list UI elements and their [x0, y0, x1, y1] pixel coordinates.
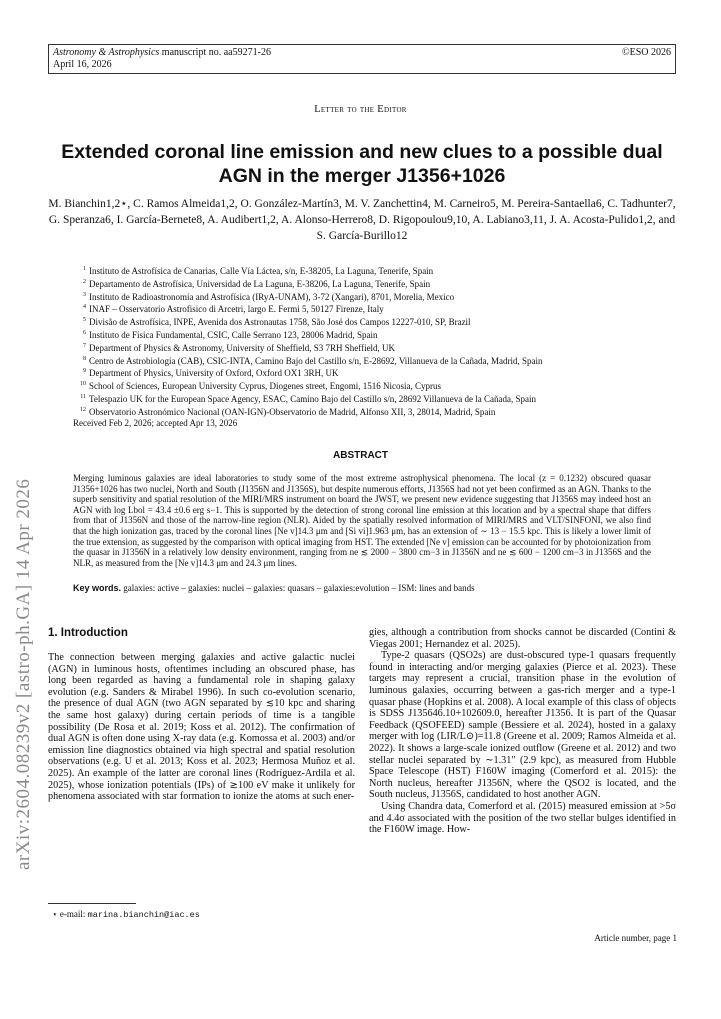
affiliation-number: 9	[83, 368, 86, 375]
affiliation-number: 8	[83, 355, 86, 362]
affiliation-item	[76, 264, 676, 277]
affiliation-number: 1	[83, 266, 86, 272]
journal-header-box	[48, 44, 676, 74]
affiliation-item	[76, 354, 676, 367]
copyright: ©ESO 2026	[622, 47, 671, 58]
abstract-text: Merging luminous galaxies are ideal laboratories to study some of the most extreme astrophysical phenomena. The local (z = 0.1232) obscured quasar J1356+1026 has two nuclei, North and South (J1356N and J1356S), but despite numerous efforts, J1356S had not yet been confirmed as an AGN. Thanks to the superb sensitivity and spatial resolution of the MIRI/MRS instrument on board the JWST, we present new evidence suggesting that J1356S may indeed host an AGN with log Lbol = 43.4 ±0.6 erg s−1. This is supported by the detection of strong coronal line emission at this location and by a spectral shape that differs from that of J1356N and those of the narrow-line region (NLR). Aided by the spatially resolved information of MIRI/MRS and VLT/SINFONI, we also find that the high ionization gas, traced by the coronal lines [Ne v]14.3 μm and [Si vi]1.963 μm, has an extension of ∼ 13 − 15.5 kpc. This is likely a lower limit of the true extension, as suggested by the comparison with optical imaging from HST. The extended [Ne v] emission can be accounted for by photoionization from the quasar in J1356N in a relatively low density environment, ranging from ne ≲ 2000 − 3800 cm−3 in J1356N and ne ≲ 600 − 1200 cm−3 in J1356S and the NLR, as measured from the [Ne v]14.3 μm and 24.3 μm lines.	[73, 473, 651, 568]
affiliation-item	[76, 302, 676, 315]
affiliation-number: 3	[83, 291, 86, 298]
affiliation-text: Divisão de Astrofísica, INPE, Avenida dos Astronautas 1758, São José dos Campos 12227-010, SP, Brazil	[89, 317, 471, 328]
affiliation-item	[76, 341, 676, 354]
affiliation-text: School of Sciences, European University Cyprus, Diogenes street, Engomi, 1516 Nicosia, Cyprus	[89, 381, 441, 392]
affiliation-item	[76, 277, 676, 290]
footnote-email-link[interactable]: marina.bianchin@iac.es	[87, 910, 200, 920]
chandra-paragraph: Using Chandra data, Comerford et al. (2015) measured emission at >5σ and 4.4σ associated with the position of the two stellar bulges identified in the F160W image. How-	[369, 800, 676, 836]
footnote-star: ⋆	[52, 909, 58, 919]
footnote-label: e-mail:	[59, 909, 86, 919]
received-dates: Received Feb 2, 2026; accepted Apr 13, 2026	[73, 418, 238, 428]
author-list: M. Bianchin1,2⋆, C. Ramos Almeida1,2, O. González-Martín3, M. V. Zanchettin4, M. Carneiro5, M. Pereira-Santaella6, C. Tadhunter7, G. Speranza6, I. García-Bernete8, A. Audibert1,2, A. Alonso-Herrero8, D. Rigopoulou9,10, A. Labiano3,11, J. A. Acosta-Pulido1,2, and S. García-Burillo12	[48, 198, 676, 242]
affiliation-number: 11	[80, 393, 86, 400]
paper-title: Extended coronal line emission and new clues to a possible dual AGN in the merger J1356+1026	[61, 141, 663, 187]
abstract-heading: ABSTRACT	[333, 450, 388, 461]
left-column	[48, 652, 355, 803]
affiliation-number: 7	[83, 342, 86, 349]
affiliation-text: Centro de Astrobiología (CAB), CSIC-INTA, Camino Bajo del Castillo s/n, E-28692, Villanueva de la Cañada, Madrid, Spain	[89, 355, 543, 366]
affiliation-item	[76, 315, 676, 328]
intro-paragraph: The connection between merging galaxies and active galactic nuclei (AGN) in luminous hosts, oftentimes including an obscured phase, has long been regarded as having a fundamental role in shaping galaxy evolution (e.g. Sanders & Mirabel 1996). In such co-evolution scenario, the presence of dual AGN (two AGN separated by ≲10 kpc and sharing the same host galaxy) during certain periods of time is a tangible possibility (De Rosa et al. 2019; Koss et al. 2012). The confirmation of dual AGN is often done using X-ray data (e.g. Komossa et al. 2003) and/or emission line diagnostics obtained via high spectral and spatial resolution observations (e.g. U et al. 2013; Koss et al. 2023; Hermosa Muñoz et al. 2025). An example of the latter are coronal lines (Rodríguez-Ardila et al. 2025), whose ionization potentials (IPs) of ≳100 eV make it unlikely for phenomena associated with star formation to ionize the atoms at such ener-	[48, 652, 355, 803]
affiliation-text: Instituto de Física Fundamental, CSIC, Calle Serrano 123, 28006 Madrid, Spain	[89, 329, 378, 340]
qso2-paragraph: Type-2 quasars (QSO2s) are dust-obscured type-1 quasars frequently found in interacting and/or merging galaxies (Pierce et al. 2023). These targets may represent a crucial, transition phase in the evolution of luminous galaxies, occurring between a gas-rich merger and a type-1 quasar phase (Hopkins et al. 2008). A local example of this class of objects is SDSS J135646.10+102609.0, hereafter J1356. It is part of the Quasar Feedback (QSOFEED) sample (Bessiere et al. 2024), hosted in a galaxy merger with log (LIR/L⊙)=11.8 (Greene et al. 2009; Ramos Almeida et al. 2022). It shows a large-scale ionized outflow (Greene et al. 2012) and two stellar nuclei separated by ∼1.31″ (2.9 kpc), as measured from Hubble Space Telescope (HST) F160W imaging (Comerford et al. 2015): the North nucleus, hereafter J1356N, where the QSO2 is located, and the South nucleus, J1356S, candidated to host another AGN.	[369, 650, 676, 801]
affiliation-number: 4	[83, 304, 86, 311]
affiliation-number: 5	[83, 317, 86, 324]
footnote	[52, 909, 200, 920]
manuscript-number: manuscript no. aa59271-26	[161, 47, 271, 58]
intro-paragraph-cont: gies, although a contribution from shocks cannot be discarded (Contini & Viegas 2001; Hernandez et al. 2025).	[369, 627, 676, 650]
affiliation-item	[76, 328, 676, 341]
affiliation-text: Instituto de Radioastronomía and Astrofísica (IRyA-UNAM), 3-72 (Xangari), 8701, Morelia, Mexico	[89, 291, 455, 302]
letter-label: Letter to the Editor	[314, 104, 407, 115]
affiliation-text: INAF – Osservatorio Astrofisico di Arcetri, largo E. Fermi 5, 50127 Firenze, Italy	[89, 304, 384, 315]
section-heading: 1. Introduction	[48, 627, 128, 639]
affiliation-item	[76, 392, 676, 405]
affiliation-text: Departamento de Astrofísica, Universidad de La Laguna, E-38206, La Laguna, Tenerife, Spain	[89, 278, 431, 289]
affiliation-number: 12	[80, 406, 86, 413]
footnote-rule	[48, 903, 136, 904]
keywords-label: Key words.	[73, 583, 122, 593]
affiliation-list	[76, 264, 676, 418]
affiliation-item	[76, 379, 676, 392]
affiliation-text: Observatorio Astronómico Nacional (OAN-IGN)-Observatorio de Madrid, Alfonso XII, 3, 28014, Madrid, Spain	[89, 406, 496, 417]
affiliation-text: Instituto de Astrofísica de Canarias, Calle Vía Láctea, s/n, E-38205, La Laguna, Tenerife, Spain	[89, 266, 434, 276]
affiliation-item	[76, 366, 676, 379]
affiliation-number: 2	[83, 278, 86, 285]
manuscript-date: April 16, 2026	[53, 59, 112, 70]
affiliation-text: Department of Physics, University of Oxford, Oxford OX1 3RH, UK	[89, 368, 339, 379]
right-column	[369, 627, 676, 836]
journal-header-left	[53, 47, 271, 71]
affiliation-text: Telespazio UK for the European Space Agency, ESAC, Camino Bajo del Castillo s/n, 28692 Villanueva de la Cañada, Spain	[89, 393, 536, 404]
page-footer: Article number, page 1	[594, 933, 677, 943]
affiliation-item	[76, 290, 676, 303]
keywords-text: galaxies: active – galaxies: nuclei – galaxies: quasars – galaxies:evolution – ISM: lines and bands	[123, 583, 475, 593]
affiliation-item	[76, 405, 676, 418]
journal-name: Astronomy & Astrophysics	[53, 47, 160, 58]
keywords	[73, 583, 651, 594]
affiliation-number: 10	[80, 381, 86, 388]
arxiv-stamp[interactable]: arXiv:2604.08239v2 [astro-ph.GA] 14 Apr 2026	[13, 478, 34, 870]
affiliation-text: Department of Physics & Astronomy, University of Sheffield, S3 7RH Sheffield, UK	[89, 342, 396, 353]
affiliation-number: 6	[83, 329, 86, 336]
